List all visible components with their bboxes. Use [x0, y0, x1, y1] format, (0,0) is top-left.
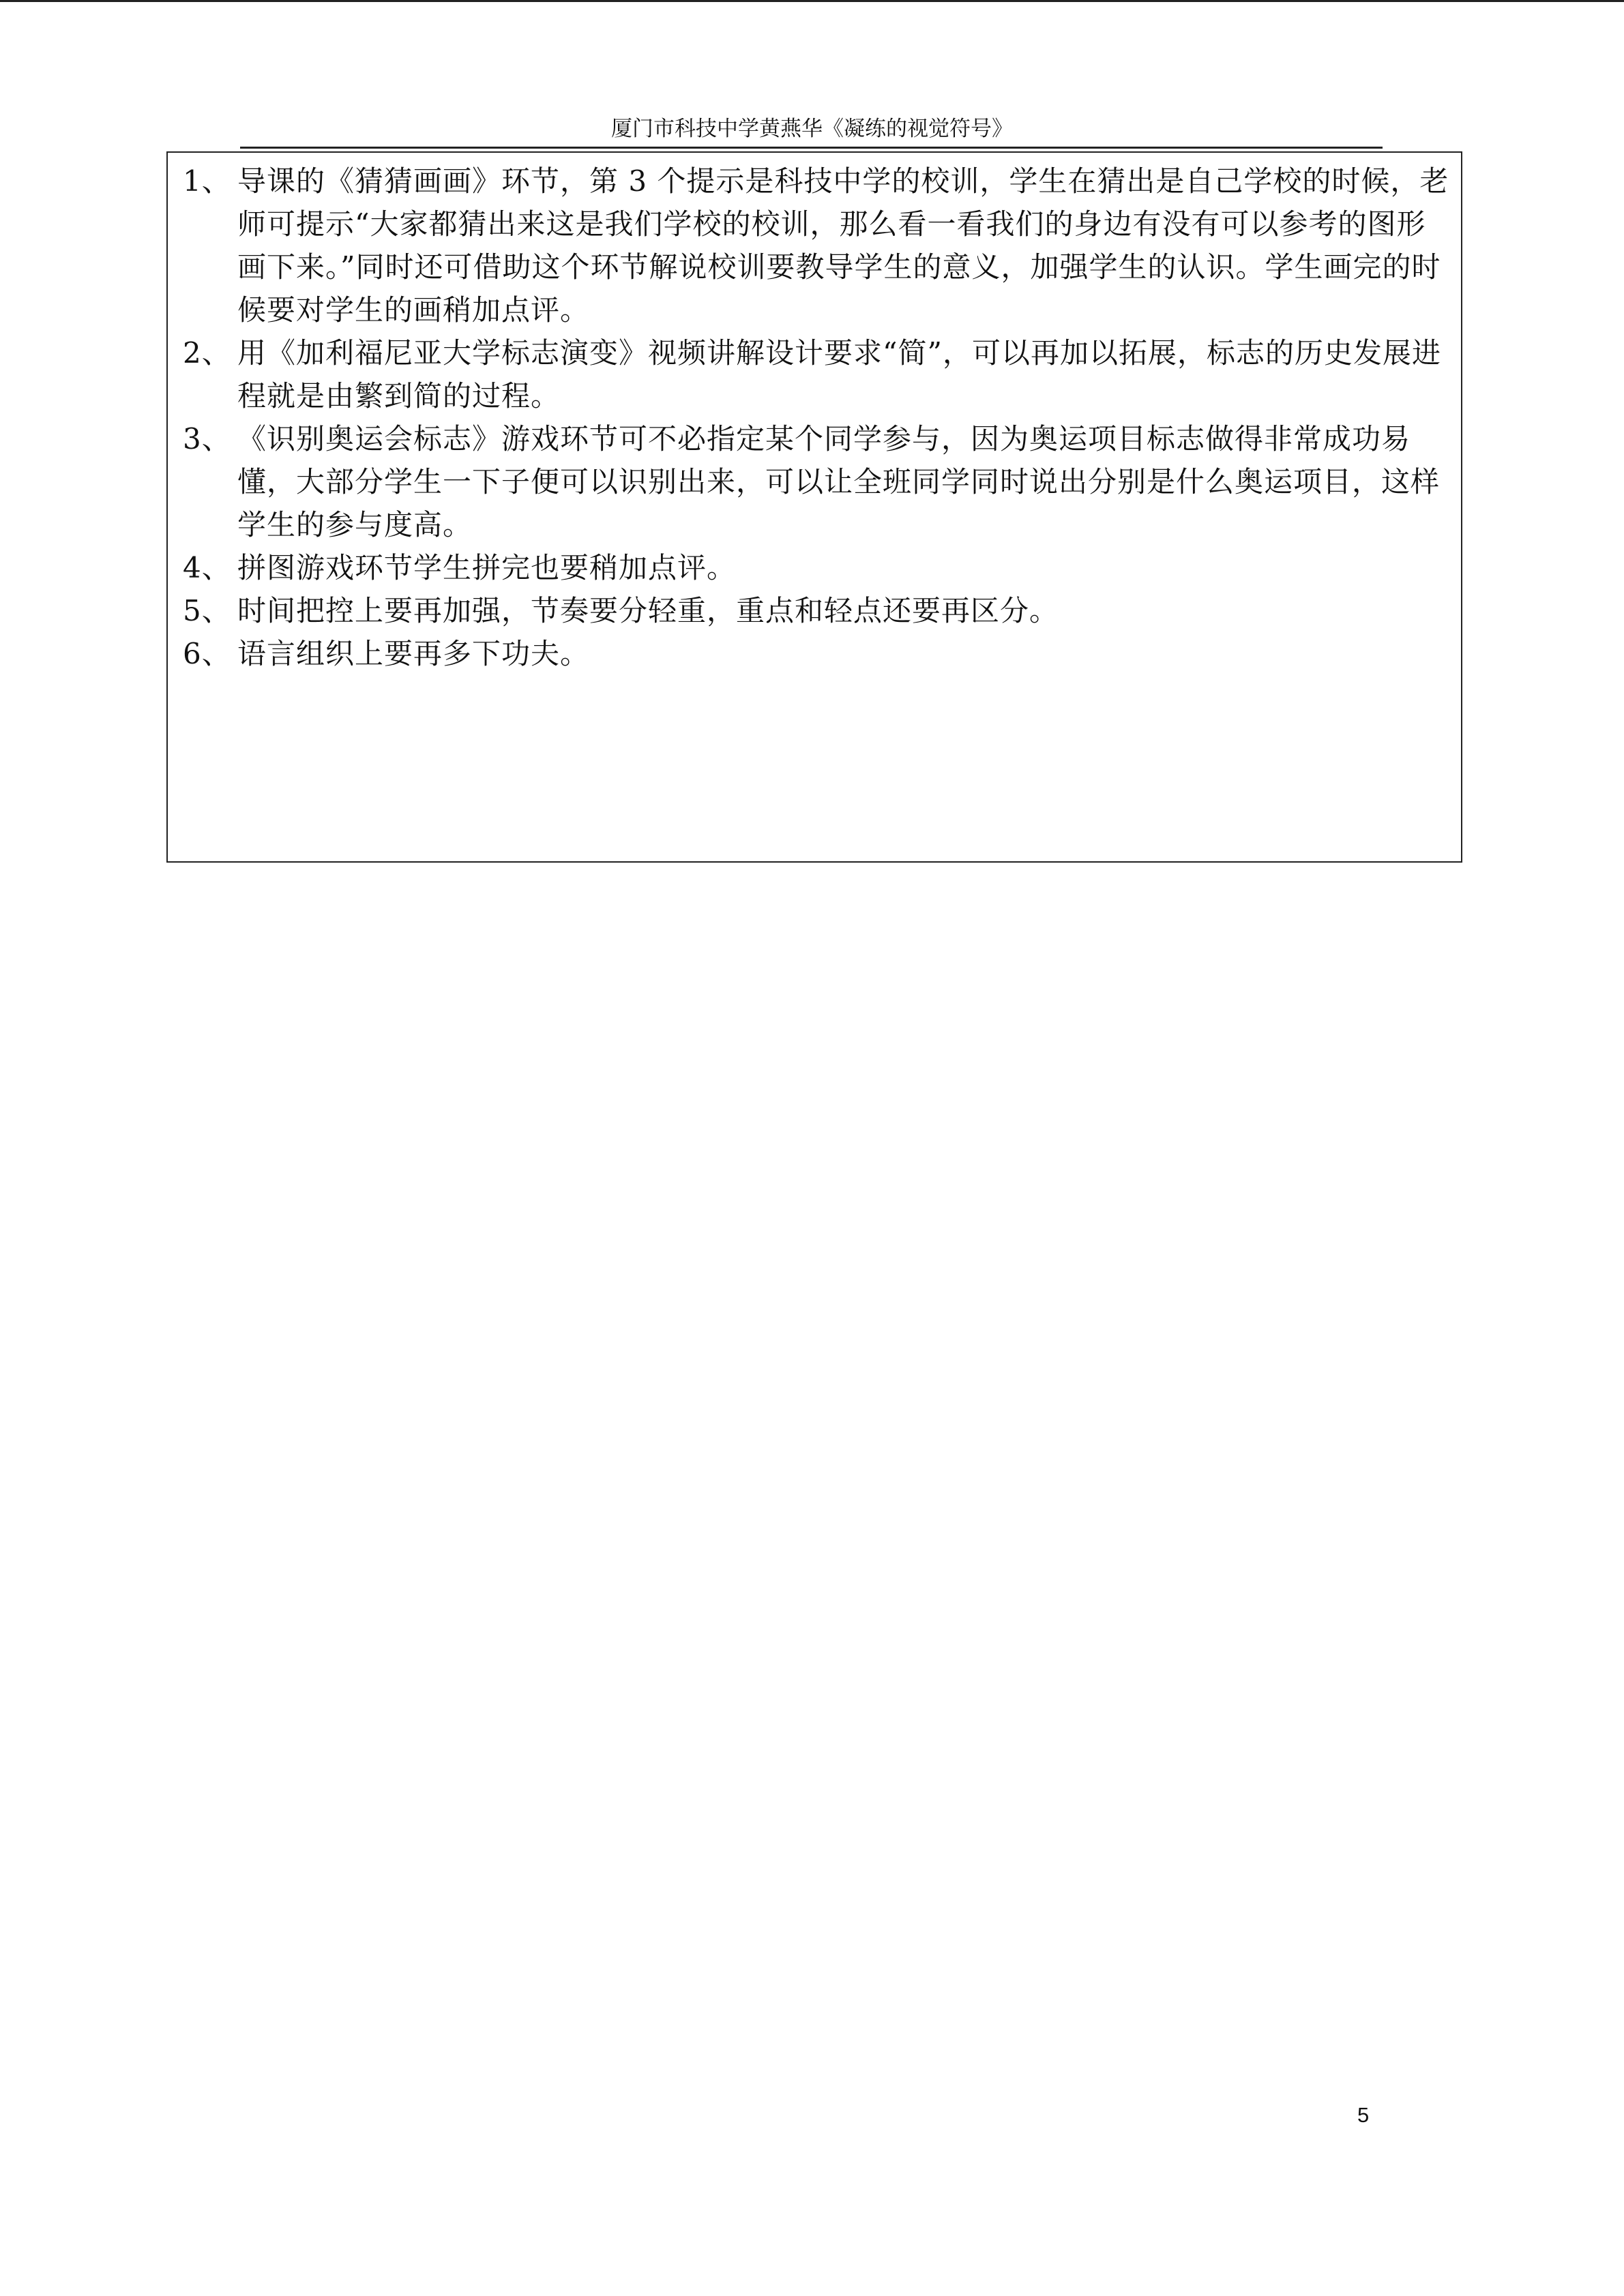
note-text: 导课的《猜猜画画》环节，第 3 个提示是科技中学的校训，学生在猜出是自己学校的时候，老师可提示“大家都猜出来这是我们学校的校训，那么看一看我们的身边有没有可以参考的图形画下来。”同时还可借助这个环节解说校训要教导学生的意义，加强学生的认识。学生画完的时候要对学生的画稍加点评。	[237, 164, 1449, 327]
note-text: 拼图游戏环节学生拼完也要稍加点评。	[237, 551, 737, 584]
note-number: 6、	[183, 637, 231, 670]
note-item-6	[183, 632, 1451, 675]
note-number: 2、	[183, 336, 231, 370]
note-number: 5、	[183, 594, 231, 627]
note-text: 时间把控上要再加强，节奏要分轻重，重点和轻点还要再区分。	[237, 594, 1059, 627]
header-rule	[240, 147, 1383, 149]
note-text: 用《加利福尼亚大学标志演变》视频讲解设计要求“简”，可以再加以拓展，标志的历史发展进程就是由繁到简的过程。	[237, 336, 1441, 413]
note-number: 3、	[183, 422, 231, 456]
note-text: 语言组织上要再多下功夫。	[237, 637, 590, 670]
notes-box	[166, 151, 1462, 863]
top-border	[0, 0, 1624, 2]
note-text: 《识别奥运会标志》游戏环节可不必指定某个同学参与，因为奥运项目标志做得非常成功易懂，大部分学生一下子便可以识别出来，可以让全班同学同时说出分别是什么奥运项目，这样学生的参与度高。	[237, 422, 1441, 541]
note-item-4	[183, 546, 1451, 589]
notes-list	[183, 160, 1451, 675]
note-item-5	[183, 589, 1451, 632]
note-number: 4、	[183, 551, 231, 584]
note-number: 1、	[183, 164, 231, 198]
page-header: 厦门市科技中学黄燕华《凝练的视觉符号》	[611, 117, 1013, 141]
note-item-3	[183, 417, 1451, 546]
note-item-1	[183, 160, 1451, 331]
note-item-2	[183, 331, 1451, 417]
page-number: 5	[1357, 2103, 1370, 2127]
